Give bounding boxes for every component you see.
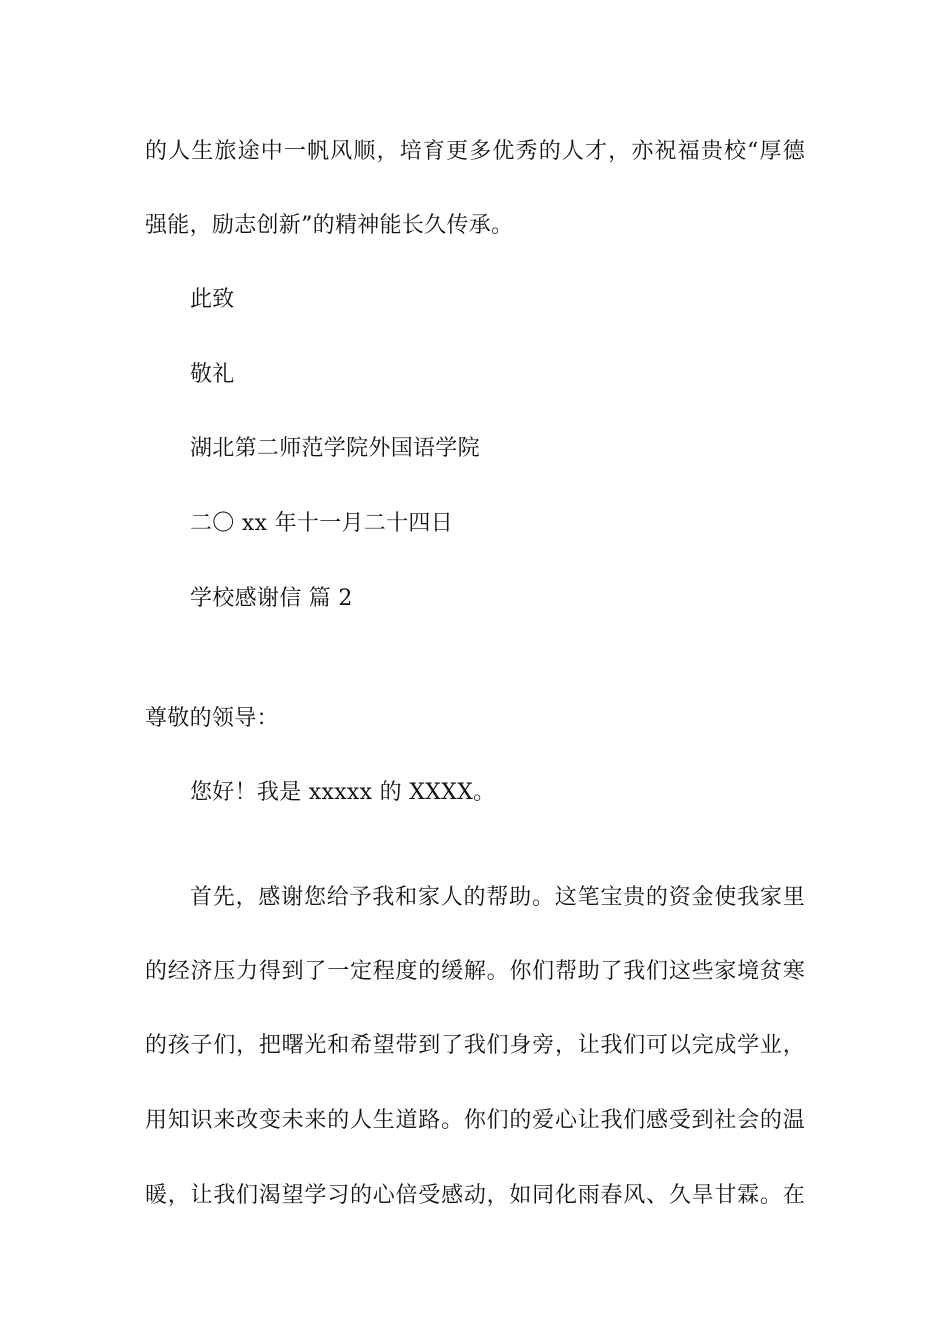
section-title: 学校感谢信 篇 2 [190,586,353,611]
closing-salutation: 此致 [190,287,235,312]
body-line-1: 首先，感谢您给予我和家人的帮助。这笔宝贵的资金使我家里 [190,885,805,910]
body-line-2: 的经济压力得到了一定程度的缓解。你们帮助了我们这些家境贫寒 [145,959,805,984]
intro-line: 您好！我是 xxxxx 的 XXXX。 [190,780,496,805]
signature-organization: 湖北第二师范学院外国语学院 [190,436,480,461]
closing-regards: 敬礼 [190,362,235,387]
body-line-5: 暖，让我们渴望学习的心倍受感动，如同化雨春风、久旱甘霖。在 [145,1183,805,1208]
greeting: 尊敬的领导： [145,706,279,731]
paragraph-line-1: 的人生旅途中一帆风顺，培育更多优秀的人才，亦祝福贵校“厚德 [145,139,805,164]
body-line-3: 的孩子们，把曙光和希望带到了我们身旁，让我们可以完成学业， [145,1033,805,1058]
signature-date: 二〇 xx 年十一月二十四日 [190,511,454,536]
paragraph-line-2: 强能，励志创新”的精神能长久传承。 [145,213,514,238]
body-line-4: 用知识来改变未来的人生道路。你们的爱心让我们感受到社会的温 [145,1108,805,1133]
